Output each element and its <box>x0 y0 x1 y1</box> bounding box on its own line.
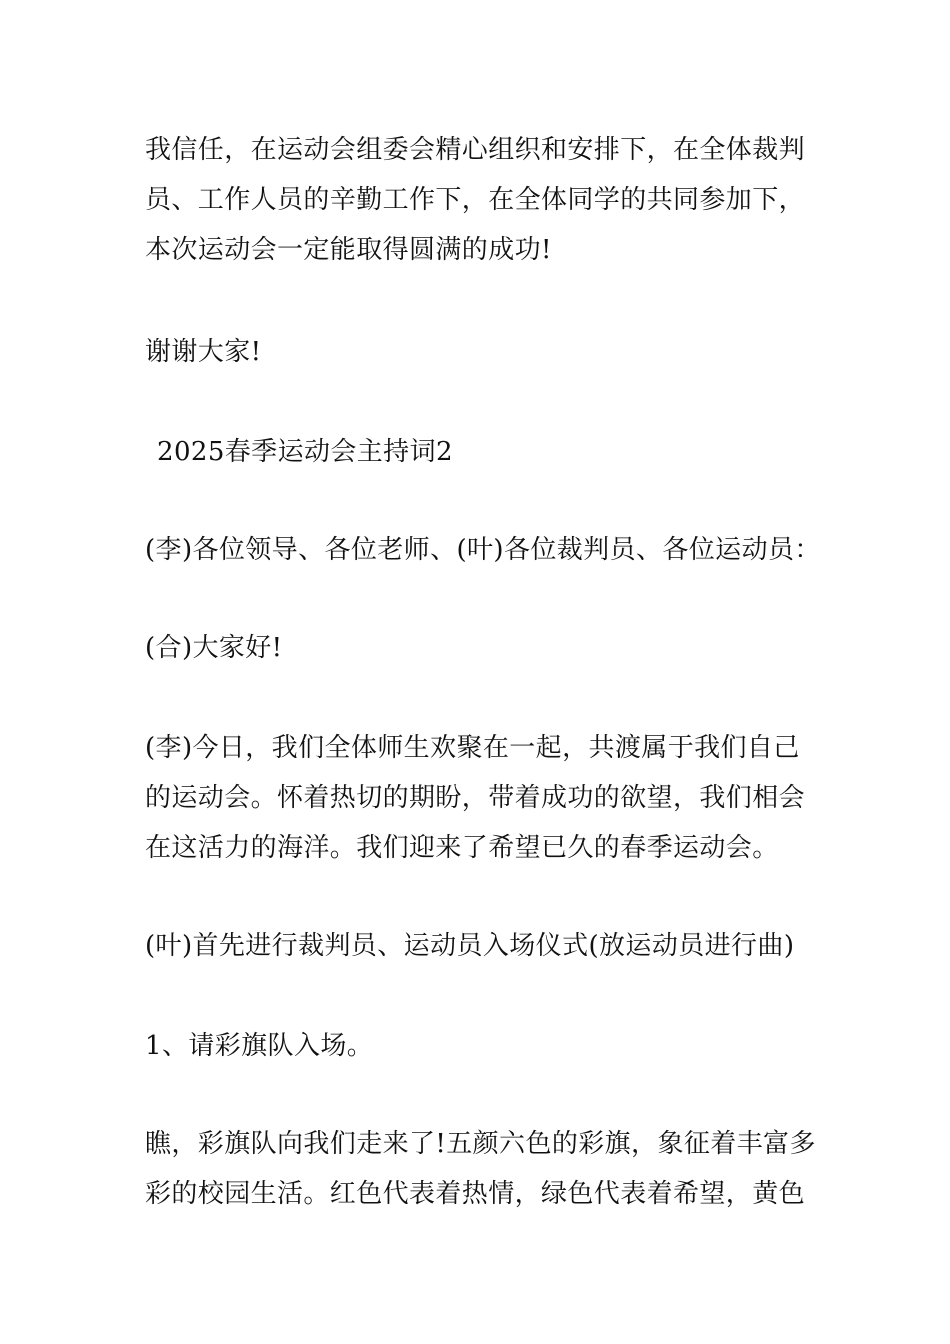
text-line: (李)各位领导、各位老师、(叶)各位裁判员、各位运动员： <box>145 535 821 565</box>
text-line: 我信任，在运动会组委会精心组织和安排下，在全体裁判 <box>145 135 806 165</box>
heading-text: 2025春季运动会主持词2 <box>157 437 453 467</box>
text-line: 彩的校园生活。红色代表着热情，绿色代表着希望，黄色 <box>145 1179 806 1209</box>
text-line: (合)大家好! <box>145 633 283 663</box>
text-line: 本次运动会一定能取得圆满的成功! <box>145 235 552 265</box>
text-line: 员、工作人员的辛勤工作下，在全体同学的共同参加下， <box>145 185 806 215</box>
text-line: 瞧，彩旗队向我们走来了!五颜六色的彩旗，象征着丰富多 <box>145 1129 816 1159</box>
text-line: 在这活力的海洋。我们迎来了希望已久的春季运动会。 <box>145 833 779 863</box>
text-line: 1、请彩旗队入场。 <box>145 1031 374 1061</box>
text-line: (李)今日，我们全体师生欢聚在一起，共渡属于我们自己 <box>145 733 800 763</box>
text-line: 谢谢大家! <box>145 337 262 367</box>
text-line: (叶)首先进行裁判员、运动员入场仪式(放运动员进行曲) <box>145 931 795 961</box>
text-line: 的运动会。怀着热切的期盼，带着成功的欲望，我们相会 <box>145 783 806 813</box>
